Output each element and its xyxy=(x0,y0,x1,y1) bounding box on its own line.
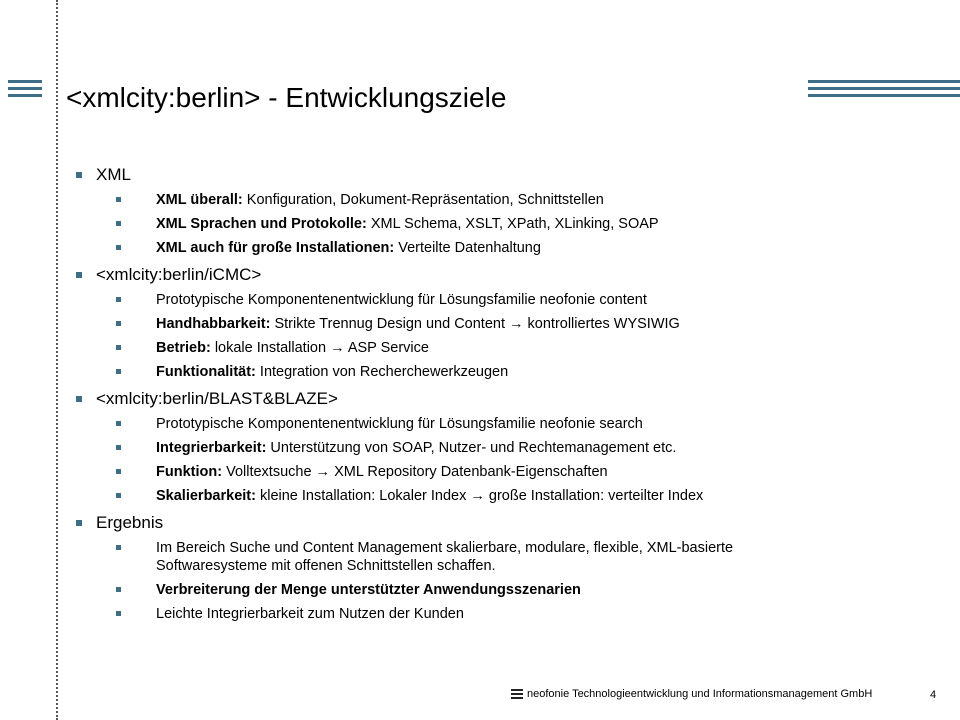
square-bullet-icon xyxy=(116,493,121,498)
square-bullet-icon xyxy=(116,197,121,202)
list-item: Funktion: Volltextsuche → XML Repository Datenbank-Eigenschaften xyxy=(74,463,894,481)
footer-company: neofonie Technologieentwicklung und Informationsmanagement GmbH xyxy=(527,688,873,700)
square-bullet-icon xyxy=(116,587,121,592)
decor-lines-right xyxy=(808,80,960,101)
square-bullet-icon xyxy=(76,172,82,178)
menu-lines-icon xyxy=(511,689,523,701)
list-item: XML auch für große Installationen: Verteilte Datenhaltung xyxy=(74,239,894,257)
square-bullet-icon xyxy=(116,369,121,374)
square-bullet-icon xyxy=(76,272,82,278)
list-item: XML überall: Konfiguration, Dokument-Repräsentation, Schnittstellen xyxy=(74,191,894,209)
square-bullet-icon xyxy=(116,611,121,616)
square-bullet-icon xyxy=(116,421,121,426)
square-bullet-icon xyxy=(116,221,121,226)
list-item: Betrieb: lokale Installation → ASP Service xyxy=(74,339,894,357)
square-bullet-icon xyxy=(76,520,82,526)
square-bullet-icon xyxy=(116,297,121,302)
list-item: XML Sprachen und Protokolle: XML Schema, XSLT, XPath, XLinking, SOAP xyxy=(74,215,894,233)
list-item: Leichte Integrierbarkeit zum Nutzen der Kunden xyxy=(74,605,894,623)
square-bullet-icon xyxy=(116,545,121,550)
list-item: Im Bereich Suche und Content Management skalierbare, modulare, flexible, XML-basierte Softwaresysteme mit offenen Schnittstellen schaffen. xyxy=(74,539,806,575)
slide-content xyxy=(74,163,894,629)
list-item: Prototypische Komponentenentwicklung für Lösungsfamilie neofonie content xyxy=(74,291,894,309)
section-heading: <xmlcity:berlin/BLAST&BLAZE> xyxy=(74,387,894,411)
section-heading: XML xyxy=(74,163,894,187)
page-number: 4 xyxy=(930,689,937,701)
list-item: Handhabbarkeit: Strikte Trennug Design und Content → kontrolliertes WYSIWIG xyxy=(74,315,894,333)
square-bullet-icon xyxy=(76,396,82,402)
list-item: Skalierbarkeit: kleine Installation: Lokaler Index → große Installation: verteilter Index xyxy=(74,487,894,505)
slide-title: <xmlcity:berlin> - Entwicklungsziele xyxy=(66,82,507,113)
section-heading: <xmlcity:berlin/iCMC> xyxy=(74,263,894,287)
list-item: Funktionalität: Integration von Recherchewerkzeugen xyxy=(74,363,894,381)
square-bullet-icon xyxy=(116,245,121,250)
list-item: Prototypische Komponentenentwicklung für Lösungsfamilie neofonie search xyxy=(74,415,894,433)
list-item: Integrierbarkeit: Unterstützung von SOAP, Nutzer- und Rechtemanagement etc. xyxy=(74,439,894,457)
decor-lines-left xyxy=(8,80,42,101)
list-item: Verbreiterung der Menge unterstützter Anwendungsszenarien xyxy=(74,581,894,599)
square-bullet-icon xyxy=(116,469,121,474)
section-heading: Ergebnis xyxy=(74,511,894,535)
square-bullet-icon xyxy=(116,345,121,350)
dotted-divider xyxy=(56,0,58,720)
square-bullet-icon xyxy=(116,321,121,326)
square-bullet-icon xyxy=(116,445,121,450)
